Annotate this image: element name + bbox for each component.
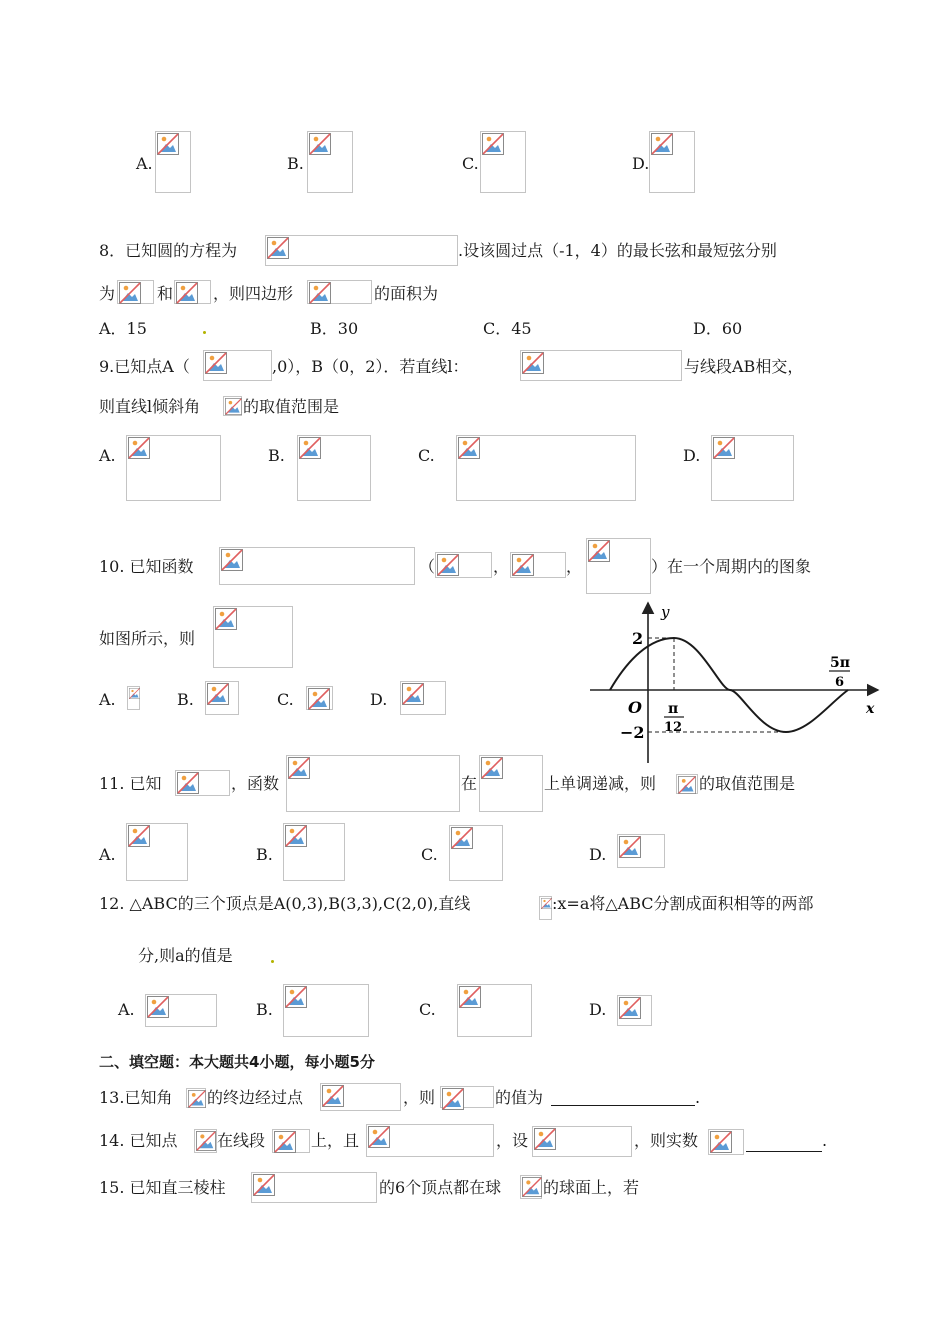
broken-image-icon — [176, 282, 198, 304]
q13-answer-blank[interactable] — [551, 1104, 695, 1106]
broken-image-icon — [205, 352, 227, 374]
q9-option-c-image — [456, 435, 636, 501]
q9-option-d-image — [711, 435, 794, 501]
q9-option-a-label: A. — [99, 446, 116, 465]
broken-image-icon — [322, 1085, 344, 1107]
q11-omega-symbol-image — [676, 774, 698, 794]
broken-image-icon — [541, 898, 552, 909]
q7-option-d-image — [649, 131, 695, 193]
q11-text-2: ，函数 — [231, 774, 280, 793]
q11-option-c-image — [449, 825, 503, 881]
q13-text-1: 13.已知角 — [99, 1088, 173, 1107]
q11-text-3: 在 — [461, 774, 478, 793]
decorative-dot — [203, 331, 206, 334]
q10-comma-2: ， — [566, 557, 583, 576]
q9-angle-symbol-image — [223, 396, 242, 416]
broken-image-icon — [619, 997, 641, 1019]
broken-image-icon — [285, 986, 307, 1008]
q9-text-5: 的取值范围是 — [243, 397, 340, 416]
q15-text-2: 的6个顶点都在球 — [379, 1178, 502, 1197]
q10-expression-image — [213, 606, 293, 668]
broken-image-icon — [147, 996, 169, 1018]
q10-condition-omega-image — [510, 552, 566, 578]
graph-tick2-denominator: 6 — [835, 675, 845, 690]
q11-text-4: 上单调递减，则 — [544, 774, 657, 793]
q7-option-a-image — [155, 131, 191, 193]
decorative-dot — [271, 960, 274, 963]
broken-image-icon — [482, 133, 504, 155]
q13-angle-symbol-image — [186, 1088, 206, 1108]
q8-chord-ac-image — [117, 280, 154, 304]
q9-line-equation-image — [520, 350, 682, 381]
q11-option-b-label: B. — [256, 845, 273, 864]
q10-paren-open: （ — [419, 557, 436, 576]
q8-option-d: D．60 — [693, 319, 743, 338]
q14-segment-image — [272, 1129, 310, 1153]
q14-variable-image — [708, 1129, 744, 1155]
q8-chord-bd-image — [174, 280, 211, 304]
q10-option-d-label: D. — [370, 690, 388, 709]
q11-option-d-image — [617, 834, 665, 868]
broken-image-icon — [177, 772, 199, 794]
broken-image-icon — [274, 1131, 296, 1153]
q12-option-d-image — [617, 995, 652, 1026]
q12-text-3: 分,则a的值是 — [138, 946, 233, 965]
q14-answer-blank[interactable] — [746, 1150, 822, 1152]
graph-ymin-label: −2 — [620, 723, 645, 742]
q10-option-c-label: C. — [277, 690, 294, 709]
q8-text-2: .设该圆过点（-1，4）的最长弦和最短弦分别 — [458, 241, 777, 260]
broken-image-icon — [157, 133, 179, 155]
q13-text-4: 的值为 — [495, 1088, 544, 1107]
q12-option-d-label: D. — [589, 1000, 607, 1019]
q9-text-2: ,0），B（0，2）．若直线l： — [272, 357, 469, 376]
broken-image-icon — [522, 1177, 542, 1197]
q10-condition-a-image — [435, 552, 492, 578]
q9-text-4: 则直线l倾斜角 — [99, 397, 201, 416]
broken-image-icon — [588, 540, 610, 562]
broken-image-icon — [128, 437, 150, 459]
q12-option-a-label: A. — [118, 1000, 135, 1019]
q11-option-a-label: A. — [99, 845, 116, 864]
q10-sine-graph — [580, 595, 890, 775]
q14-text-4: ，设 — [496, 1131, 529, 1150]
broken-image-icon — [678, 776, 696, 794]
broken-image-icon — [402, 683, 424, 705]
q10-comma-1: ， — [493, 557, 510, 576]
q10-condition-phi-image — [586, 538, 651, 594]
q12-text-2: :x=a将△ABC分割成面积相等的两部 — [552, 894, 814, 913]
graph-x-label: x — [866, 701, 875, 717]
broken-image-icon — [253, 1174, 275, 1196]
broken-image-icon — [710, 1131, 732, 1153]
graph-tick1-numerator: π — [668, 701, 679, 717]
q12-option-c-label: C. — [419, 1000, 436, 1019]
section-2-heading: 二、填空题：本大题共4小题，每小题5分 — [99, 1053, 375, 1071]
q10-text-3: 如图所示，则 — [99, 629, 196, 648]
broken-image-icon — [713, 437, 735, 459]
q7-option-d-label: D. — [632, 154, 650, 173]
q13-text-3: ，则 — [403, 1088, 436, 1107]
q14-text-3: 上，且 — [311, 1131, 360, 1150]
broken-image-icon — [215, 608, 237, 630]
broken-image-icon — [288, 757, 310, 779]
q11-interval-image — [479, 755, 543, 812]
q14-point-p-image — [194, 1129, 217, 1153]
q10-text-1: 10. 已知函数 — [99, 557, 194, 576]
broken-image-icon — [188, 1090, 206, 1108]
q8-circle-equation-image — [265, 235, 458, 266]
broken-image-icon — [522, 352, 544, 374]
broken-image-icon — [196, 1131, 216, 1151]
q11-option-b-image — [283, 823, 345, 881]
broken-image-icon — [481, 757, 503, 779]
q9-point-a-coord-image — [203, 350, 272, 381]
q11-option-d-label: D. — [589, 845, 607, 864]
broken-image-icon — [512, 554, 534, 576]
q10-option-a-image — [127, 686, 140, 710]
q10-option-d-image — [400, 681, 446, 715]
q9-option-b-label: B. — [268, 446, 285, 465]
q11-function-image — [286, 755, 460, 812]
broken-image-icon — [119, 282, 141, 304]
q8-quadrilateral-image — [307, 280, 372, 304]
q10-option-a-label: A. — [99, 690, 116, 709]
q11-omega-condition-image — [175, 770, 230, 796]
q12-text-1: 12. △ABC的三个顶点是A(0,3),B(3,3),C(2,0),直线 — [99, 894, 471, 913]
q12-line-symbol-image — [539, 896, 552, 920]
q12-option-b-image — [283, 984, 369, 1037]
q9-text-3: 与线段AB相交， — [684, 357, 804, 376]
q11-option-a-image — [126, 823, 188, 881]
broken-image-icon — [534, 1128, 556, 1150]
graph-origin-label: O — [628, 698, 642, 717]
broken-image-icon — [459, 986, 481, 1008]
q15-text-1: 15. 已知直三棱柱 — [99, 1178, 226, 1197]
q7-option-c-label: C. — [462, 154, 479, 173]
broken-image-icon — [128, 825, 150, 847]
broken-image-icon — [285, 825, 307, 847]
graph-y-label: y — [661, 603, 670, 621]
q7-option-a-label: A. — [136, 154, 153, 173]
q14-text-6: . — [822, 1131, 828, 1150]
q9-option-c-label: C. — [418, 446, 435, 465]
broken-image-icon — [221, 549, 243, 571]
q10-text-2: ）在一个周期内的图象 — [651, 557, 812, 576]
graph-ymax-label: 2 — [632, 629, 644, 648]
q12-option-b-label: B. — [256, 1000, 273, 1019]
q10-option-b-image — [205, 681, 239, 715]
broken-image-icon — [309, 282, 331, 304]
broken-image-icon — [308, 688, 330, 710]
broken-image-icon — [368, 1126, 390, 1148]
q9-option-a-image — [126, 435, 221, 501]
q11-option-c-label: C. — [421, 845, 438, 864]
broken-image-icon — [451, 827, 473, 849]
q15-sphere-symbol-image — [520, 1175, 542, 1199]
q8-text-1: 8．已知圆的方程为 — [99, 241, 238, 260]
broken-image-icon — [458, 437, 480, 459]
q15-text-3: 的球面上，若 — [543, 1178, 640, 1197]
q8-text-3: 为 — [99, 284, 116, 303]
q8-option-a: A．15 — [99, 319, 147, 338]
q8-text-5: ，则四边形 — [213, 284, 294, 303]
q10-option-c-image — [306, 686, 333, 710]
q12-option-c-image — [457, 984, 532, 1037]
q8-text-6: 的面积为 — [374, 284, 439, 303]
broken-image-icon — [207, 683, 229, 705]
broken-image-icon — [651, 133, 673, 155]
q11-text-5: 的取值范围是 — [699, 774, 796, 793]
q8-option-c: C．45 — [483, 319, 532, 338]
broken-image-icon — [129, 688, 140, 699]
broken-image-icon — [299, 437, 321, 459]
q8-option-b: B．30 — [310, 319, 359, 338]
q11-text-1: 11. 已知 — [99, 774, 162, 793]
q9-option-d-label: D. — [683, 446, 701, 465]
q14-assumption-image — [532, 1126, 632, 1157]
q13-expression-image — [440, 1086, 494, 1108]
broken-image-icon — [225, 398, 242, 415]
q14-text-1: 14. 已知点 — [99, 1131, 178, 1150]
graph-tick1-denominator: 12 — [664, 720, 683, 735]
q12-option-a-image — [145, 994, 217, 1027]
broken-image-icon — [267, 237, 289, 259]
q13-point-image — [320, 1083, 401, 1111]
q8-text-4: 和 — [157, 284, 174, 303]
q14-vector-relation-image — [366, 1124, 494, 1157]
q7-option-b-image — [307, 131, 353, 193]
broken-image-icon — [437, 554, 459, 576]
sine-curve — [610, 638, 848, 732]
q9-option-b-image — [297, 435, 371, 501]
q7-option-b-label: B. — [287, 154, 304, 173]
broken-image-icon — [309, 133, 331, 155]
q9-text-1: 9.已知点A（ — [99, 357, 190, 376]
q14-text-5: ，则实数 — [634, 1131, 699, 1150]
broken-image-icon — [442, 1088, 464, 1110]
broken-image-icon — [619, 836, 641, 858]
graph-tick2-numerator: 5π — [830, 655, 850, 671]
q7-option-c-image — [480, 131, 526, 193]
q13-text-2: 的终边经过点 — [207, 1088, 304, 1107]
q13-text-5: . — [695, 1088, 701, 1107]
q15-prism-image — [251, 1172, 377, 1203]
q14-text-2: 在线段 — [217, 1131, 266, 1150]
q10-option-b-label: B. — [177, 690, 194, 709]
q10-function-image — [219, 547, 415, 585]
